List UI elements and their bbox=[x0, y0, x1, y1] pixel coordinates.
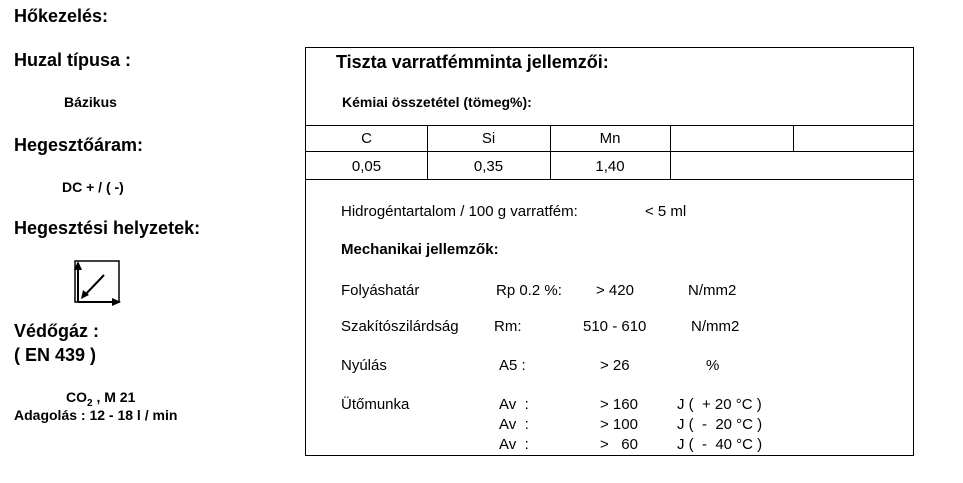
chem-header-si: Si bbox=[481, 130, 496, 147]
chemical-composition-heading: Kémiai összetétel (tömeg%): bbox=[342, 94, 532, 110]
impact-symbol: Av : bbox=[499, 436, 529, 453]
yield-unit: N/mm2 bbox=[688, 282, 737, 299]
mechanical-heading: Mechanikai jellemzők: bbox=[341, 241, 499, 258]
elongation-label: Nyúlás bbox=[341, 357, 387, 374]
chem-value-c: 0,05 bbox=[351, 158, 382, 175]
gas-value: $CO_2$ , M 21 bbox=[66, 389, 136, 409]
impact-symbol: Av : bbox=[499, 416, 529, 433]
impact-value: > 100 bbox=[600, 416, 638, 433]
yield-label: Folyáshatár bbox=[341, 282, 420, 299]
chem-value-si: 0,35 bbox=[473, 158, 504, 175]
panel-title: Tiszta varratfémminta jellemzői: bbox=[336, 52, 609, 72]
yield-symbol: Rp 0.2 %: bbox=[496, 282, 562, 299]
chem-value-mn: 1,40 bbox=[595, 158, 625, 175]
wire-type-label: Huzal típusa : bbox=[14, 50, 132, 70]
tensile-symbol: Rm: bbox=[494, 318, 522, 335]
weld-metal-panel bbox=[305, 47, 914, 456]
welding-current-label: Hegesztőáram: bbox=[14, 135, 144, 155]
weld-position-icon bbox=[72, 258, 124, 311]
impact-value: > 160 bbox=[600, 396, 638, 413]
tensile-label: Szakítószilárdság bbox=[341, 318, 459, 335]
yield-value: > 420 bbox=[596, 282, 634, 299]
gas-flow-value: Adagolás : 12 - 18 l / min bbox=[14, 407, 178, 423]
welding-current-value: DC + / ( -) bbox=[62, 179, 124, 195]
impact-temp: J ( + 20 °C ) bbox=[677, 396, 762, 413]
tensile-value: 510 - 610 bbox=[583, 318, 647, 335]
hydrogen-label: Hidrogéntartalom / 100 g varratfém: bbox=[341, 203, 578, 220]
tensile-unit: N/mm2 bbox=[691, 318, 740, 335]
wire-type-value: Bázikus bbox=[64, 94, 117, 110]
en-439-label: ( EN 439 ) bbox=[14, 345, 97, 365]
welding-positions-label: Hegesztési helyzetek: bbox=[14, 218, 201, 238]
impact-symbol: Av : bbox=[499, 396, 529, 413]
heat-treatment-label: Hőkezelés: bbox=[14, 6, 109, 26]
hydrogen-value: < 5 ml bbox=[645, 203, 687, 220]
elongation-unit: % bbox=[706, 357, 720, 374]
shielding-gas-label: Védőgáz : bbox=[14, 321, 100, 341]
chem-header-c: C bbox=[361, 130, 372, 147]
elongation-symbol: A5 : bbox=[499, 357, 526, 374]
impact-temp: J ( - 40 °C ) bbox=[677, 436, 763, 453]
impact-value: > 60 bbox=[600, 436, 638, 453]
impact-temp: J ( - 20 °C ) bbox=[677, 416, 763, 433]
chem-header-mn: Mn bbox=[599, 130, 621, 147]
impact-label: Ütőmunka bbox=[341, 396, 410, 413]
elongation-value: > 26 bbox=[600, 357, 630, 374]
